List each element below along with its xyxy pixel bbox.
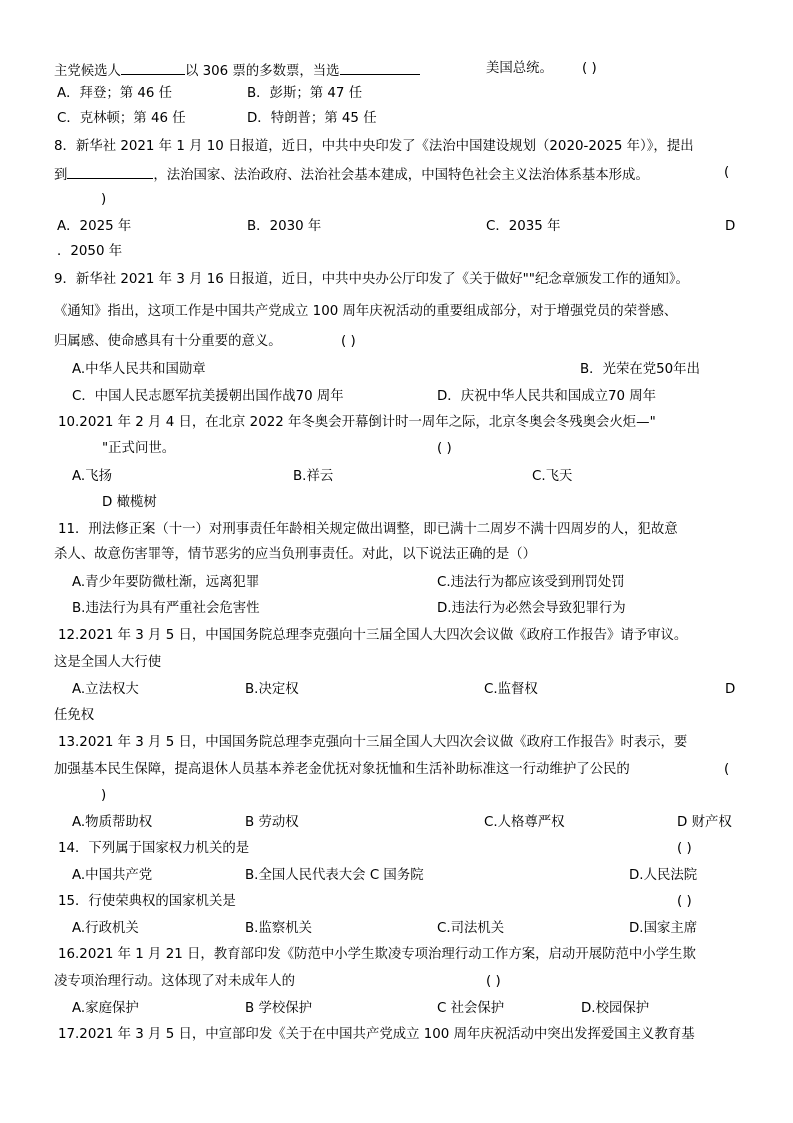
q7-option-d: D．特朗普；第 45 任 — [247, 111, 377, 126]
q12-option-d-text: 任免权 — [54, 708, 95, 723]
q9-option-a: A.中华人民共和国勋章 — [72, 362, 206, 377]
q8-option-d-text: ．2050 年 — [57, 244, 123, 259]
q8-option-b: B．2030 年 — [247, 219, 322, 234]
q10-stem-line2: "正式问世。 — [102, 441, 176, 456]
q15-option-d: D.国家主席 — [629, 921, 698, 936]
q11-stem-line1: 11．刑法修正案（十一）对刑事责任年龄相关规定做出调整，即已满十二周岁不满十四周岁的人，犯故意 — [58, 522, 678, 537]
q8-stem-part1: 到 — [54, 168, 68, 183]
answer-blank — [340, 60, 420, 75]
answer-parentheses-close: ) — [101, 192, 107, 207]
q9-option-c: C．中国人民志愿军抗美援朝出国作战70 周年 — [72, 389, 344, 404]
q17-stem-line1: 17.2021 年 3 月 5 日，中宣部印发《关于在中国共产党成立 100 周年庆祝活动中突出发挥爱国主义教育基 — [58, 1027, 695, 1042]
q7-stem-part3: 美国总统。 — [486, 61, 553, 76]
q7-stem-part1: 主党候选人 — [54, 64, 121, 79]
q7-option-b: B．彭斯；第 47 任 — [247, 86, 363, 101]
answer-parentheses: ( ) — [341, 334, 356, 349]
answer-parentheses: ( ) — [486, 974, 501, 989]
answer-blank — [121, 60, 185, 75]
answer-parentheses-close: ) — [101, 788, 107, 803]
q9-option-d: D．庆祝中华人民共和国成立70 周年 — [437, 389, 657, 404]
q10-option-b: B.祥云 — [293, 469, 334, 484]
q8-option-a: A．2025 年 — [57, 219, 132, 234]
answer-parentheses: ( ) — [677, 894, 692, 909]
q15-option-c: C.司法机关 — [437, 921, 505, 936]
q10-option-d: D 橄榄树 — [102, 495, 157, 510]
q12-option-b: B.决定权 — [245, 682, 299, 697]
answer-blank — [67, 164, 153, 179]
q10-stem-line1: 10.2021 年 2 月 4 日，在北京 2022 年冬奥会开幕倒计时一周年之际，北京冬奥会冬残奥会火炬—" — [58, 415, 656, 430]
answer-parentheses: ( ) — [582, 61, 597, 76]
q13-option-b: B 劳动权 — [245, 815, 299, 830]
q8-option-d-letter: D — [725, 219, 736, 234]
q7-stem-part2: 以 306 票的多数票，当选 — [184, 64, 340, 79]
q11-option-c: C.违法行为都应该受到刑罚处罚 — [437, 575, 625, 590]
q10-option-a: A.飞扬 — [72, 469, 112, 484]
q12-option-a: A.立法权大 — [72, 682, 139, 697]
q16-stem-line2: 凌专项治理行动。这体现了对未成年人的 — [54, 974, 296, 989]
q16-option-a: A.家庭保护 — [72, 1001, 139, 1016]
answer-parentheses: ( ) — [437, 441, 452, 456]
q12-option-c: C.监督权 — [484, 682, 538, 697]
q9-stem-line1: 9．新华社 2021 年 3 月 16 日报道，近日，中共中央办公厅印发了《关于做好""纪念章颁发工作的通知》。 — [54, 272, 689, 287]
q12-stem-line2: 这是全国人大行使 — [54, 655, 162, 670]
q11-stem-line2: 杀人、故意伤害罪等，情节恶劣的应当负刑事责任。对此，以下说法正确的是（） — [54, 547, 537, 562]
q13-stem-line2: 加强基本民生保障，提高退休人员基本养老金优抚对象抚恤和生活补助标准这一行动维护了公民的 — [54, 762, 630, 777]
answer-parentheses: ( ) — [677, 841, 692, 856]
q8-option-c: C．2035 年 — [486, 219, 561, 234]
q7-option-a: A．拜登；第 46 任 — [57, 86, 173, 101]
q13-stem-line1: 13.2021 年 3 月 5 日，中国国务院总理李克强向十三届全国人大四次会议做《政府工作报告》时表示，要 — [58, 735, 688, 750]
q14-option-b-c: B.全国人民代表大会 C 国务院 — [245, 868, 424, 883]
q14-option-d: D.人民法院 — [629, 868, 698, 883]
q16-option-b: B 学校保护 — [245, 1001, 313, 1016]
q8-stem-line1: 8．新华社 2021 年 1 月 10 日报道，近日，中共中央印发了《法治中国建设规划（2020-2025 年）》，提出 — [54, 139, 694, 154]
q16-option-d: D.校园保护 — [581, 1001, 650, 1016]
answer-parentheses-open: ( — [724, 762, 730, 777]
q11-option-d: D.违法行为必然会导致犯罪行为 — [437, 601, 626, 616]
answer-parentheses-open: ( — [724, 165, 730, 180]
q15-option-a: A.行政机关 — [72, 921, 139, 936]
q9-stem-line3: 归属感、使命感具有十分重要的意义。 — [54, 334, 282, 349]
q7-stem-line — [54, 60, 420, 81]
q15-stem: 15．行使荣典权的国家机关是 — [58, 894, 236, 909]
q12-stem-line1: 12.2021 年 3 月 5 日，中国国务院总理李克强向十三届全国人大四次会议做《政府工作报告》请予审议。 — [58, 628, 688, 643]
q14-stem: 14．下列属于国家权力机关的是 — [58, 841, 250, 856]
q10-option-c: C.飞天 — [532, 469, 573, 484]
q16-option-c: C 社会保护 — [437, 1001, 505, 1016]
q15-option-b: B.监察机关 — [245, 921, 313, 936]
q7-option-c: C．克林顿；第 46 任 — [57, 111, 186, 126]
q11-option-a: A.青少年要防微杜渐，远离犯罪 — [72, 575, 260, 590]
q13-option-d: D 财产权 — [677, 815, 732, 830]
q13-option-a: A.物质帮助权 — [72, 815, 153, 830]
q13-option-c: C.人格尊严权 — [484, 815, 565, 830]
q16-stem-line1: 16.2021 年 1 月 21 日，教育部印发《防范中小学生欺凌专项治理行动工作方案，启动开展防范中小学生欺 — [58, 947, 696, 962]
q11-option-b: B.违法行为具有严重社会危害性 — [72, 601, 260, 616]
q8-stem-line2 — [54, 164, 649, 185]
q14-option-a: A.中国共产党 — [72, 868, 153, 883]
q12-option-d-letter: D — [725, 682, 736, 697]
q9-stem-line2: 《通知》指出，这项工作是中国共产党成立 100 周年庆祝活动的重要组成部分，对于增强党员的荣誉感、 — [54, 304, 678, 319]
q8-stem-part2: ，法治国家、法治政府、法治社会基本建成，中国特色社会主义法治体系基本形成。 — [153, 168, 649, 183]
q9-option-b: B．光荣在党50年出 — [580, 362, 700, 377]
